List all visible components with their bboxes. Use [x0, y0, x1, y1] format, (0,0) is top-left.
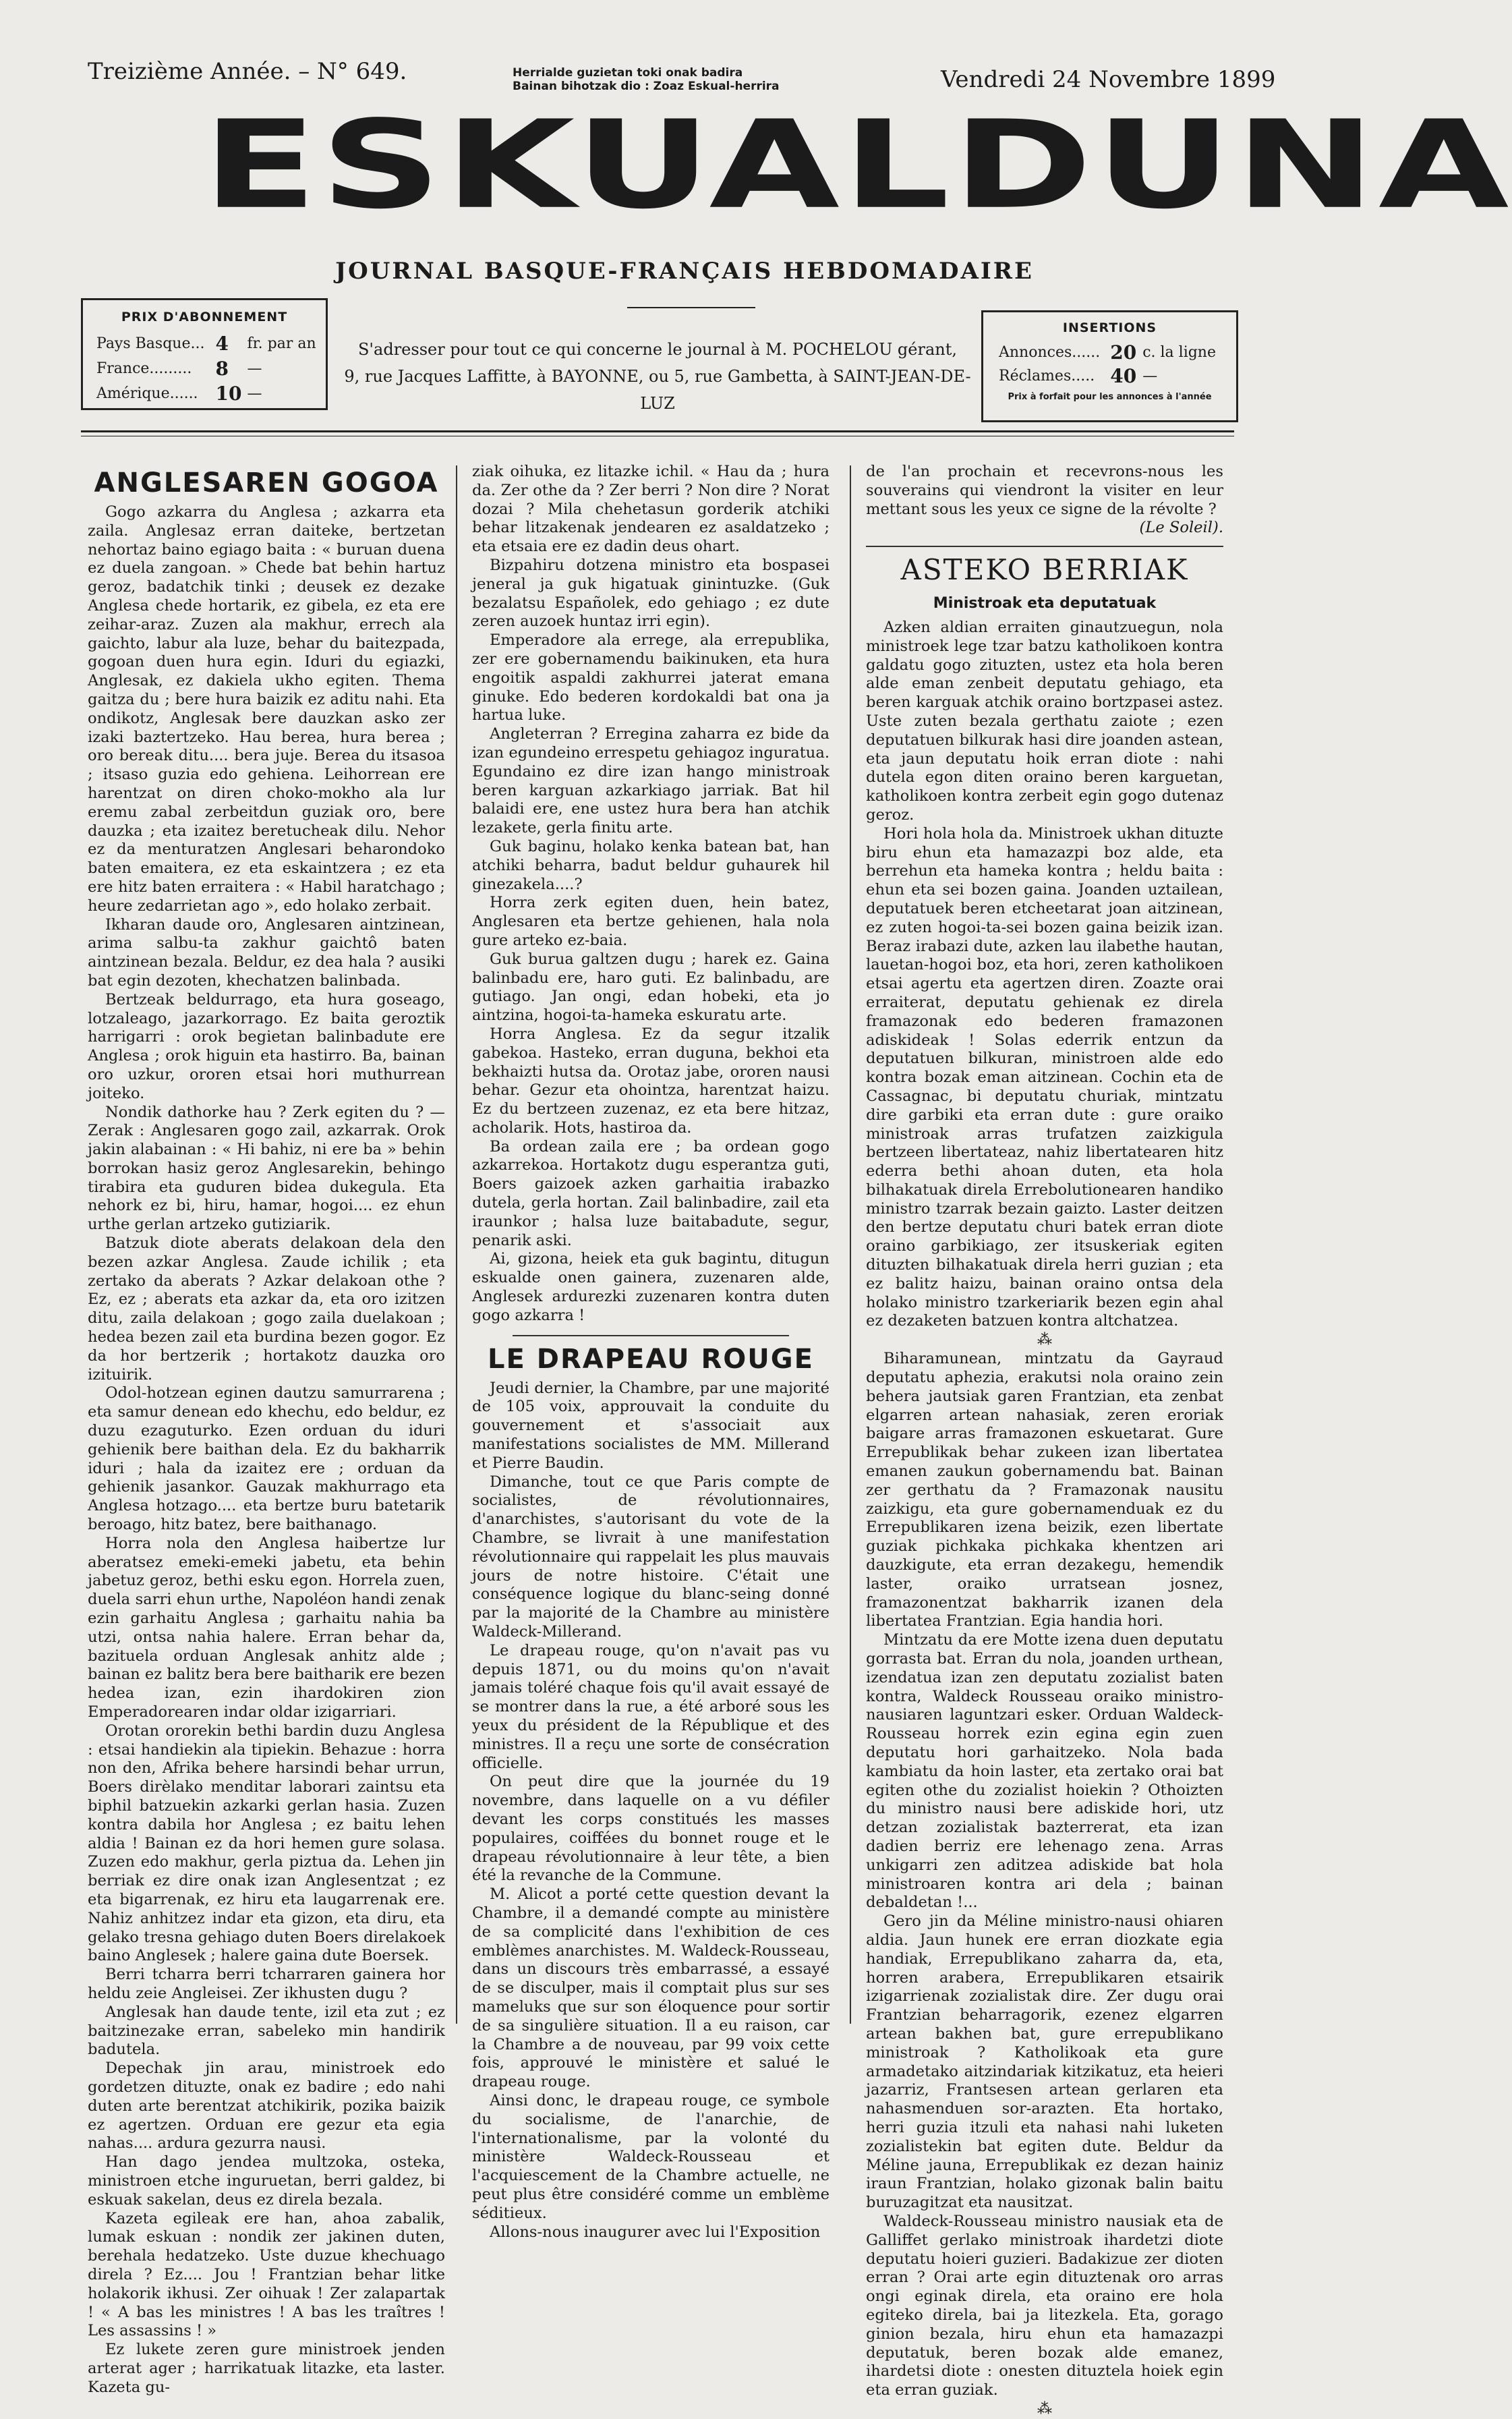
- subscription-heading: PRIX D'ABONNEMENT: [121, 310, 288, 324]
- subscription-price: 8: [215, 358, 229, 380]
- subscription-label: Amérique......: [96, 385, 198, 402]
- insertions-price: 40: [1110, 365, 1137, 387]
- insertions-row: [998, 341, 1217, 364]
- column-3: [866, 463, 1223, 2419]
- insertions-label: Réclames.....: [999, 368, 1095, 385]
- subscription-label: France.........: [96, 360, 192, 377]
- article-paragraph: Angleterran ? Erregina zaharra ez bide da izan egundeino errespetu gehiagoz inguratua. Egundaino ez dire izan hango ministroak beren karguan azkarkiago jarriak. Bat hil balaidi ere, ene ustez hura bera han atchik lezakete, gerla finitu arte.: [472, 725, 830, 837]
- article-paragraph: Emperadore ala errege, ala errepublika, zer ere gobernamendu baikinuken, eta hura engoitik aspaldi zakhurrei jaterat emana ginuke. Edo bederen kordokaldi bat ona ja hartua luke.: [472, 631, 830, 724]
- subscription-label: Pays Basque...: [96, 335, 205, 352]
- insertions-box: [981, 310, 1238, 422]
- article-paragraph: Batzuk diote aberats delakoan dela den bezen azkar Anglesa. Zaude ichilik ; eta zertako da aberats ? Azkar delakoan othe ? Ez, ez ; aberats eta azkar da, eta oro izitzen ditu, zaila delakoan ; gogo zaila duelakoan ; hedea bezen zail eta burdina bezen gogor. Ez da hor bertzerik ; hortakotz dauzka oro izituirik.: [88, 1234, 445, 1384]
- column-2: [472, 463, 830, 2242]
- article-paragraph: Ba ordean zaila ere ; ba ordean gogo azkarrekoa. Hortakotz dugu esperantza guti, Boers gaizoek azken garhaitia irabazko dutela, gerla hortan. Zail balinbadire, zail eta iraunkor ; halsa luze baitabadute, segur, penarik aski.: [472, 1137, 830, 1249]
- article-paragraph: Azken aldian erraiten ginautzuegun, nola ministroek lege tzar batzu katholikoen kontra galdatu gogo zituzten, ustez eta hola beren alde eman zenbeit deputatu gehiago, eta beren karguak atchik oraino bortzpasei astez. Uste zuten bezala gerthatu zaiote ; ezen deputatuen bilkurak hasi dire joanden astean, eta jaun deputatu hoik erran diote : nahi dutela egon diten oraino beren karguetan, katholikoen kontra zerbeit egin gogo dutenaz geroz.: [866, 618, 1223, 824]
- article-paragraph: Gero jin da Méline ministro-nausi ohiaren aldia. Jaun hunek ere erran diozkate egia handiak, Errepublikano zaharra da, eta, horren arabera, Errepublikaren etsairik izigarrienak zozialistak dire. Zer dugu orai Frantzian beharragorik, ezenez elgarren artean bakhen bat, gure errepublikano ministroak ? Katholikoak eta gure armadetako aitzindariak kitzikatuz, eta heieri jazarriz, Frantsesen artean gerlaren eta nahasmenduen sor-arazten. Eta hortako, herri guzia itzuli eta nahasi nahi luketen zozialistekin bat egiten dute. Beldur da Méline jauna, Errepublikak ez dezan hainiz iraun Frantzian, holako gizonak balin baitu buruzagitzat eta nausitzat.: [866, 1912, 1223, 2212]
- insertions-heading: INSERTIONS: [1062, 320, 1157, 335]
- article-paragraph: Guk baginu, holako kenka batean bat, han atchiki beharra, badut beldur guhaurek hil ginezakela....?: [472, 837, 830, 893]
- article-paragraph: On peut dire que la journée du 19 novembre, dans laquelle on a vu défiler devant les corps constitués les masses populaires, coiffées du bonnet rouge et le drapeau révolutionnaire à leur tête, a bien été la revanche de la Commune.: [472, 1773, 830, 1885]
- article-paragraph: Dimanche, tout ce que Paris compte de socialistes, de révolutionnaires, d'anarchistes, s'autorisant du vote de la Chambre, se livrait à une manifestation révolutionnaire qui rappelait les plus mauvais jours de notre histoire. C'était une conséquence logique du blanc-seing donné par la majorité de la Chambre au ministère Waldeck-Millerand.: [472, 1473, 830, 1641]
- ornament-asterism: ⁂: [1037, 2400, 1052, 2418]
- issue-date: Vendredi 24 Novembre 1899: [941, 66, 1276, 93]
- article-paragraph: Ez lukete zeren gure ministroek jenden arterat ager ; harrikatuak litazke, eta laster. Kazeta gu-: [88, 2341, 445, 2396]
- subscription-row: [96, 331, 316, 356]
- column-divider: [456, 465, 457, 2024]
- article-paragraph: Mintzatu da ere Motte izena duen deputatu gorrasta bat. Erran du nola, joanden urthean, izendatua izan zen deputatu zozialist baten kontra, Waldeck Rousseau oraiko ministro-nausiaren laguntzari esker. Orduan Waldeck-Rousseau horrek ezin egina egin zuen deputatu hori garhaitzeko. Nola bada kambiatu da hoin laster, eta zertako orai bat egiten othe du zozialist hoiekin ? Othoizten du ministro nausi bere adiskide hori, utz detzan zozialistak bazterrerat, eta izan dadien berriz ere lehenago zena. Arras unkigarri zen aditzea adiskide bat hola ministroaren kontra ari dela ; bainan debaldetan !...: [866, 1631, 1223, 1912]
- divider: [627, 307, 755, 308]
- address-line-1: S'adresser pour tout ce qui concerne le journal à M. POCHELOU gérant,: [357, 340, 958, 359]
- insertions-row: [998, 364, 1217, 388]
- insertions-label: Annonces......: [999, 344, 1101, 361]
- article-paragraph: Horra Anglesa. Ez da segur itzalik gabekoa. Hasteko, erran duguna, bekhoi eta bekhaizti hutsa da. Orotaz jabe, ororen nausi behar. Gezur eta ohointza, harentzat haizu. Ez du bertzeen zuzenaz, ez eta bere hitzaz, acholarik. Hots, hastiroa da.: [472, 1025, 830, 1137]
- article-paragraph: Nondik dathorke hau ? Zerk egiten du ? — Zerak : Anglesaren gogo zail, azkarrak. Orok jakin alabainan : « Hi bahiz, ni ere ba » behin borrokan hasiz geroz Anglesarekin, behingo tirabira eta guduren bidea dukegula. Eta nehork ez bi, hiru, hamar, hogoi.... ez ehun urthe gerlan artzeko gutiziarik.: [88, 1103, 445, 1234]
- article-paragraph: Orotan ororekin bethi bardin duzu Anglesa : etsai handiekin ala tipiekin. Behazue : horra non den, Afrika behere harsindi behar urrun, Boers dirèlako menditar laborari zaintsu eta biphil batzuekin azkarki gerlan hasia. Zuzen kontra dabila hor Anglesa ; ez baitu lehen aldia ! Bainan ez da hori hemen gure solasa. Zuzen edo makhur, gerla piztua da. Lehen jin berriak ez dire onak izan Anglesentzat ; ez eta bigarrenak, ez hiru eta laugarrenak ere. Nahiz anhitzez indar eta gizon, eta diru, eta gelako tresna gehiago duten Boers direlakoek baino Anglesek ; halere gaina dute Boersek.: [88, 1721, 445, 1965]
- article-paragraph: Allons-nous inaugurer avec lui l'Exposition: [490, 2223, 821, 2241]
- insertions-note: Prix à forfait pour les annonces à l'année: [1008, 392, 1212, 402]
- article-paragraph: Jeudi dernier, la Chambre, par une majorité de 105 voix, approuvait la conduite du gouvernement et s'associait aux manifestations socialistes de MM. Millerand et Pierre Baudin.: [472, 1379, 830, 1472]
- subscription-row: [96, 356, 316, 381]
- issue-number: Treizième Année. – N° 649.: [88, 58, 407, 85]
- article-paragraph: Gogo azkarra du Anglesa ; azkarra eta zaila. Anglesaz erran daiteke, bertzetan nehortaz baino egiago baita : « buruan duena ez duela zangoan. » Chede bat behin hartuz geroz, badatchik tinki ; deusek ez dezake Anglesa chede hortarik, ez gibela, ez eta ere zeihar-araz. Zuzen ala makhur, errech ala gaichto, labur ala luze, behar du baitezpada, gogoan duen hura egin. Iduri du egiazki, Anglesak, ez dakiela ukho egiten. Thema gaitza du ; bere hura baizik ez aditu nahi. Eta ondikotz, Anglesak bere dauzkan asko zer izaki baztertzeko. Hau berea, hura berea ; oro bereak ditu.... bera juje. Berea du itsasoa ; itsaso guzia edo gehiena. Leihorrean ere harentzat on diren choko-mokho ala lur eremu zabal zerbeitdun guziak oro, bere dauzka ; eta izaitez beretucheak dilu. Nehor ez da menturatzen Anglesari beharondoko baten emaitera, ez eta eskaintzera ; ez eta ere hitz baten erraitera : « Habil haratchago ; heure zedarrietan ago », edo holako zerbait.: [88, 503, 445, 915]
- article-heading-anglesaren-gogoa: ANGLESAREN GOGOA: [94, 467, 439, 499]
- newspaper-title: ESKUALDUNA: [202, 94, 1512, 236]
- article-paragraph: Ai, gizona, heiek eta guk bagintu, ditugun eskualde onen gainera, zuzenaren alde, Anglesek ardurezki zuzenaren kontra duten gogo azkarra !: [472, 1250, 830, 1324]
- article-paragraph: Ainsi donc, le drapeau rouge, ce symbole du socialisme, de l'anarchie, de l'internationalisme, par la volonté du ministère Waldeck-Rousseau et l'acquiescement de la Chambre actuelle, ne peut plus être considéré comme un emblème séditieux.: [472, 2091, 830, 2222]
- subscription-unit: fr. par an: [247, 335, 316, 352]
- source-signature: (Le Soleil).: [1139, 519, 1223, 537]
- column-divider: [850, 465, 851, 2024]
- article-paragraph: Hori hola hola da. Ministroek ukhan dituzte biru ehun eta hamazazpi boz alde, eta berrehun eta hameka kontra ; heldu baita : ehun eta sei bozen gaina. Joanden uztailean, deputatuek beren etcheetarat joan aitzinean, ez zuten hogoi-ta-sei bozen gaina beizik izan. Beraz irabazi dute, azken lau ilabethe hautan, lauetan-hogoi boz, eta hori, zeren katholikoen etsai agertu eta agertzen diren. Zoazte orai erraiterat, deputatu gehienak ez direla framazonak edo bederen framazonen adiskideak ! Solas ederrik entzun da deputatuen bilkuran, ministroen alde edo kontra bozak eman aitzinean. Cochin eta de Cassagnac, bi deputatu churiak, mintzatu dire garbiki eta erran dute : gure oraiko ministroak arras trufatzen zaizkigula bertzeen libertateaz, nahiz libertatearen hitz ederra bethi ahoan duten, eta hola bilhakatuak direla Errebolutionearen handiko ministro tzarrak bezain gaizto. Laster deitzen den bertze deputatu churi batek erran diote oraino garbikiago, zer itsuskeriak egiten dituzten bilhakatuak direla herri guzian ; eta ez balitz haizu, bainan oraino ontsa dela holako ministro tzarkeriarik bezen egin ahal ez dezaketen batzuen kontra altchatzea.: [866, 824, 1223, 1330]
- ornament-asterism: ⁂: [1037, 1332, 1052, 1349]
- masthead-rule: [81, 430, 1234, 432]
- subscription-unit: —: [247, 360, 262, 377]
- subscription-table: [96, 331, 316, 406]
- address-line-2: 9, rue Jacques Laffitte, à BAYONNE, ou 5, rue Gambetta, à SAINT-JEAN-DE-LUZ: [344, 367, 971, 413]
- address-block: [344, 336, 971, 417]
- article-paragraph: Han dago jendea multzoka, osteka, ministroen etche inguruetan, berri galdez, bi eskuak sakelan, deus ez direla bezala.: [88, 2153, 445, 2209]
- article-paragraph: de l'an prochain et recevrons-nous les souverains qui viendront la visiter en leur mettant sous les yeux ce signe de la révolte ?: [866, 463, 1223, 518]
- subscription-row: [96, 381, 316, 406]
- article-paragraph: Ikharan daude oro, Anglesaren aintzinean, arima salbu-ta zakhur gaichtô baten aintzinean bezala. Beldur, ez dea hala ? ausiki bat egin dezoten, khechatzen balinbada.: [88, 915, 445, 990]
- article-heading-le-drapeau-rouge: LE DRAPEAU ROUGE: [488, 1343, 814, 1375]
- article-subheading: Ministroak eta deputatuak: [933, 595, 1157, 613]
- article-paragraph: Odol-hotzean eginen dautzu samurrarena ; eta samur denean edo khechu, edo beldur, ez duzu ezaguturko. Ezen orduan du iduri gehienik bere baithan dela. Ez du bakharrik iduri ; hala da izaitez ere ; orduan da gehienik jasankor. Gauzak makhurrago eta Anglesa hotzago.... eta bertze buru batetarik beroago, hitz batez, bere baithanago.: [88, 1384, 445, 1534]
- article-paragraph: Anglesak han daude tente, izil eta zut ; ez baitzinezake erran, sabeleko min handirik badutela.: [88, 2003, 445, 2059]
- insertions-price: 20: [1110, 341, 1137, 364]
- motto-line-2: Bainan bihotzak dio : Zoaz Eskual-herrira: [513, 80, 780, 93]
- motto-line-1: Herrialde guzietan toki onak badira: [513, 66, 743, 80]
- insertions-unit: —: [1142, 368, 1158, 385]
- newspaper-subtitle: JOURNAL BASQUE-FRANÇAIS HEBDOMADAIRE: [335, 258, 1034, 285]
- section-divider: [513, 1335, 789, 1336]
- insertions-unit: c. la ligne: [1142, 344, 1216, 361]
- article-paragraph: Kazeta egileak ere han, ahoa zabalik, lumak eskuan : nondik zer jakinen duten, berehala hedatzeko. Uste duzue khechuago direla ? Ez.... Jou ! Frantzian behar litke holakorik ikhusi. Zer oihuak ! Zer zalapartak ! « A bas les ministres ! A bas les traîtres ! Les assassins ! »: [88, 2209, 445, 2340]
- article-paragraph: ziak oihuka, ez litazke ichil. « Hau da ; hura da. Zer othe da ? Zer berri ? Non dire ? Norat dozai ? Mila chehetasun gorderik atchiki behar litzakenak jendearen ez asaldatzeko ; eta etsaia ere ez dadin deus ohart.: [472, 463, 830, 556]
- article-paragraph: Berri tcharra berri tcharraren gainera hor heldu zeie Angleisei. Zer ikhusten dugu ?: [88, 1966, 445, 2002]
- motto: [513, 66, 830, 93]
- section-divider: [866, 546, 1223, 547]
- article-paragraph: Horra nola den Anglesa haibertze lur aberatsez emeki-emeki jabetu, eta behin jabetuz geroz, bethi esku egon. Horrela zuen, duela sarri ehun urthe, Napoléon handi zenak ezin garhaitu Anglesa ; garhaitu nahia ba utzi, ontsa nahia halere. Erran behar da, bazituela orduan Anglesak anhitz alde ; bainan ez balitz bera bere baitharik ere bezen hedea izan, ezin ihardokiren zion Emperadorearen indar oldar izigarriari.: [88, 1534, 445, 1721]
- article-paragraph: M. Alicot a porté cette question devant la Chambre, il a demandé compte au ministère de sa complicité dans l'exhibition de ces emblèmes anarchistes. M. Waldeck-Rousseau, dans un discours très embarrassé, a essayé de se disculper, mais il comptait plus sur ses mameluks que sur son éloquence pour sortir de sa singulière situation. Il a eu raison, car la Chambre a de nouveau, par 99 voix cette fois, approuvé le ministère et salué le drapeau rouge.: [472, 1885, 830, 2091]
- subscription-unit: —: [247, 385, 262, 402]
- article-paragraph: Horra zerk egiten duen, hein batez, Anglesaren eta bertze gehienen, hala nola gure arteko ez-baia.: [472, 894, 830, 949]
- article-paragraph: Waldeck-Rousseau ministro nausiak eta de Galliffet gerlako ministroak ihardetzi diote deputatu hoieri guzieri. Badakizue zer dioten erran ? Orai arte egin dituztenak oro arras ongi eginak direla, eta oraino ere hola egiteko direla, bai ja litezkela. Eta, gorago ginion bezala, hiru ehun eta hamazazpi deputatuk, beren bozak alde emanez, ihardetsi diote : onesten dituztela hoiek egin eta erran guziak.: [866, 2212, 1223, 2399]
- subscription-price: 4: [215, 333, 229, 355]
- insertions-table: [998, 341, 1217, 388]
- subscription-price: 10: [215, 382, 242, 405]
- article-paragraph: Bertzeak beldurrago, eta hura goseago, lotzaleago, jazarkorrago. Ez baita geroztik harrigarri : orok begietan balinbadute ere Anglesa ; orok higuin eta hastirro. Ba, bainan oro uzkur, ororen etsai hori muthurrean joiteko.: [88, 990, 445, 1102]
- article-paragraph: Biharamunean, mintzatu da Gayraud deputatu aphezia, erakutsi nola oraino zein behera jautsiak garen Frantzian, eta zenbat elgarren artean nahasiak, zeren eroriak baigare arras framazonen eskuetarat. Gure Errepublikak behar zukeen izan libertatea emanen zaukun gobernamendu bat. Bainan zer gerthatu da ? Framazonak nausitu zaizkigu, eta gure gobernamenduak ez du Errepublikaren izena beizik, ezen libertate guziak pichkaka pichkaka khentzen ari dauzkigute, eta erran dezakegu, hemendik laster, oraiko urratsean josnez, framazonentzat bakharrik izanen dela libertatea Frantzian. Egia handia hori.: [866, 1350, 1223, 1630]
- column-1: [88, 463, 445, 2397]
- subscription-box: [81, 298, 328, 410]
- article-paragraph: Bizpahiru dotzena ministro eta bospasei jeneral ja guk higatuak ginintuzke. (Guk bezalatsu Españolek, edo gehiago ; ez dute zeren auzoek huntaz irri egin).: [472, 556, 830, 631]
- article-paragraph: Le drapeau rouge, qu'on n'avait pas vu depuis 1871, ou du moins qu'on n'avait jamais toléré chaque fois qu'il avait essayé de se montrer dans la rue, a été arboré sous les yeux du président de la République et des ministres. Il a reçu une sorte de consécration officielle.: [472, 1641, 830, 1772]
- article-paragraph: Guk burua galtzen dugu ; harek ez. Gaina balinbadu ere, haro guti. Ez balinbadu, are gutiago. Jan ongi, edan hobeki, eta jo aintzina, hogoi-ta-hameka eskuratu arte.: [472, 950, 830, 1025]
- article-heading-asteko-berriak: ASTEKO BERRIAK: [900, 553, 1189, 587]
- article-paragraph: Depechak jin arau, ministroek edo gordetzen dituzte, onak ez badire ; edo nahi duten arte berentzat atchikirik, pozika baizik ez agertzen. Orduan ere gezur eta egia nahas.... ardura gezurra nausi.: [88, 2059, 445, 2153]
